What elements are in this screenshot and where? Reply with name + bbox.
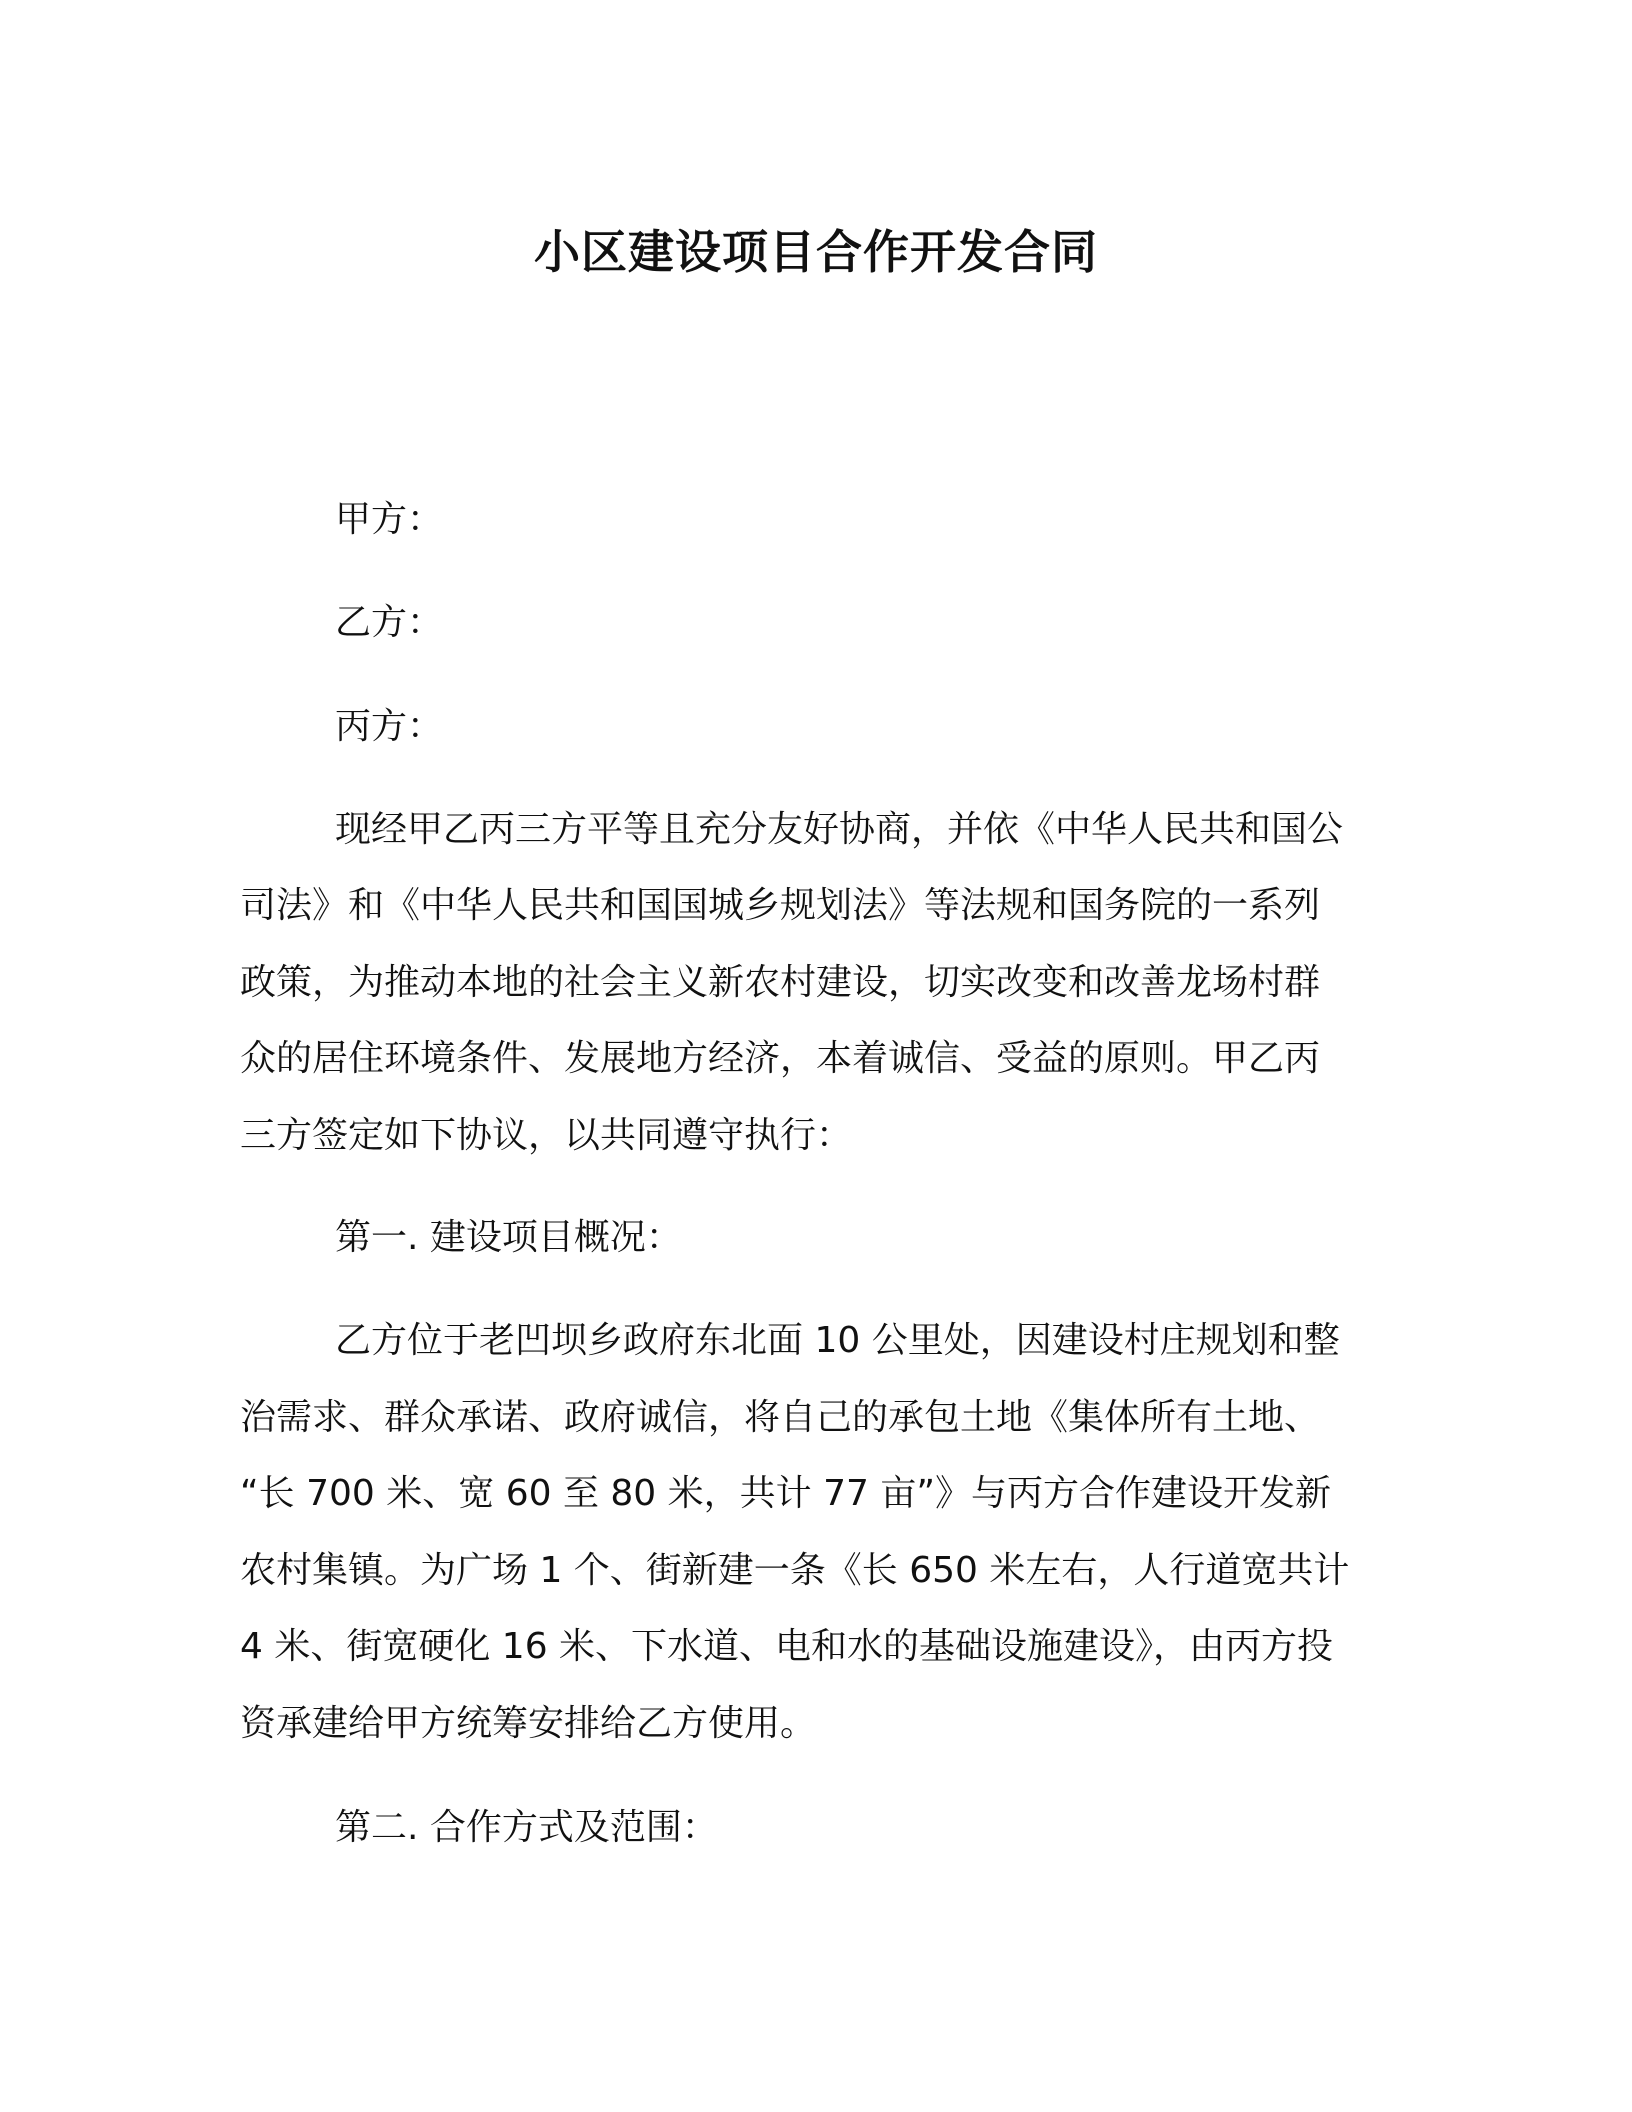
preamble-line: 政策，为推动本地的社会主义新农村建设，切实改变和改善龙场村群 <box>240 962 1321 1003</box>
section-2-heading: 第二. 合作方式及范围： <box>335 1807 718 1848</box>
section-1-line: “长 700 米、宽 60 至 80 米，共计 77 亩”》与丙方合作建设开发新 <box>240 1473 1331 1514</box>
preamble-line: 现经甲乙丙三方平等且充分友好协商，并依《中华人民共和国公 <box>335 809 1344 850</box>
section-1-line: 资承建给甲方统筹安排给乙方使用。 <box>240 1703 817 1744</box>
section-1-line: 4 米、街宽硬化 16 米、下水道、电和水的基础设施建设》，由丙方投 <box>240 1626 1334 1667</box>
preamble-line: 三方签定如下协议，以共同遵守执行： <box>240 1115 853 1156</box>
party-a-label: 甲方： <box>335 499 444 540</box>
section-1-heading: 第一. 建设项目概况： <box>335 1217 682 1258</box>
party-c-label: 丙方： <box>335 706 444 747</box>
section-1-line: 农村集镇。为广场 1 个、街新建一条《长 650 米左右，人行道宽共计 <box>240 1550 1350 1591</box>
document-title: 小区建设项目合作开发合同 <box>534 225 1098 279</box>
section-1-line: 治需求、群众承诺、政府诚信，将自己的承包土地《集体所有土地、 <box>240 1397 1321 1438</box>
section-1-line: 乙方位于老凹坝乡政府东北面 10 公里处，因建设村庄规划和整 <box>335 1320 1340 1361</box>
preamble-line: 众的居住环境条件、发展地方经济，本着诚信、受益的原则。甲乙丙 <box>240 1038 1321 1079</box>
preamble-line: 司法》和《中华人民共和国国城乡规划法》等法规和国务院的一系列 <box>240 885 1321 926</box>
party-b-label: 乙方： <box>335 602 444 643</box>
